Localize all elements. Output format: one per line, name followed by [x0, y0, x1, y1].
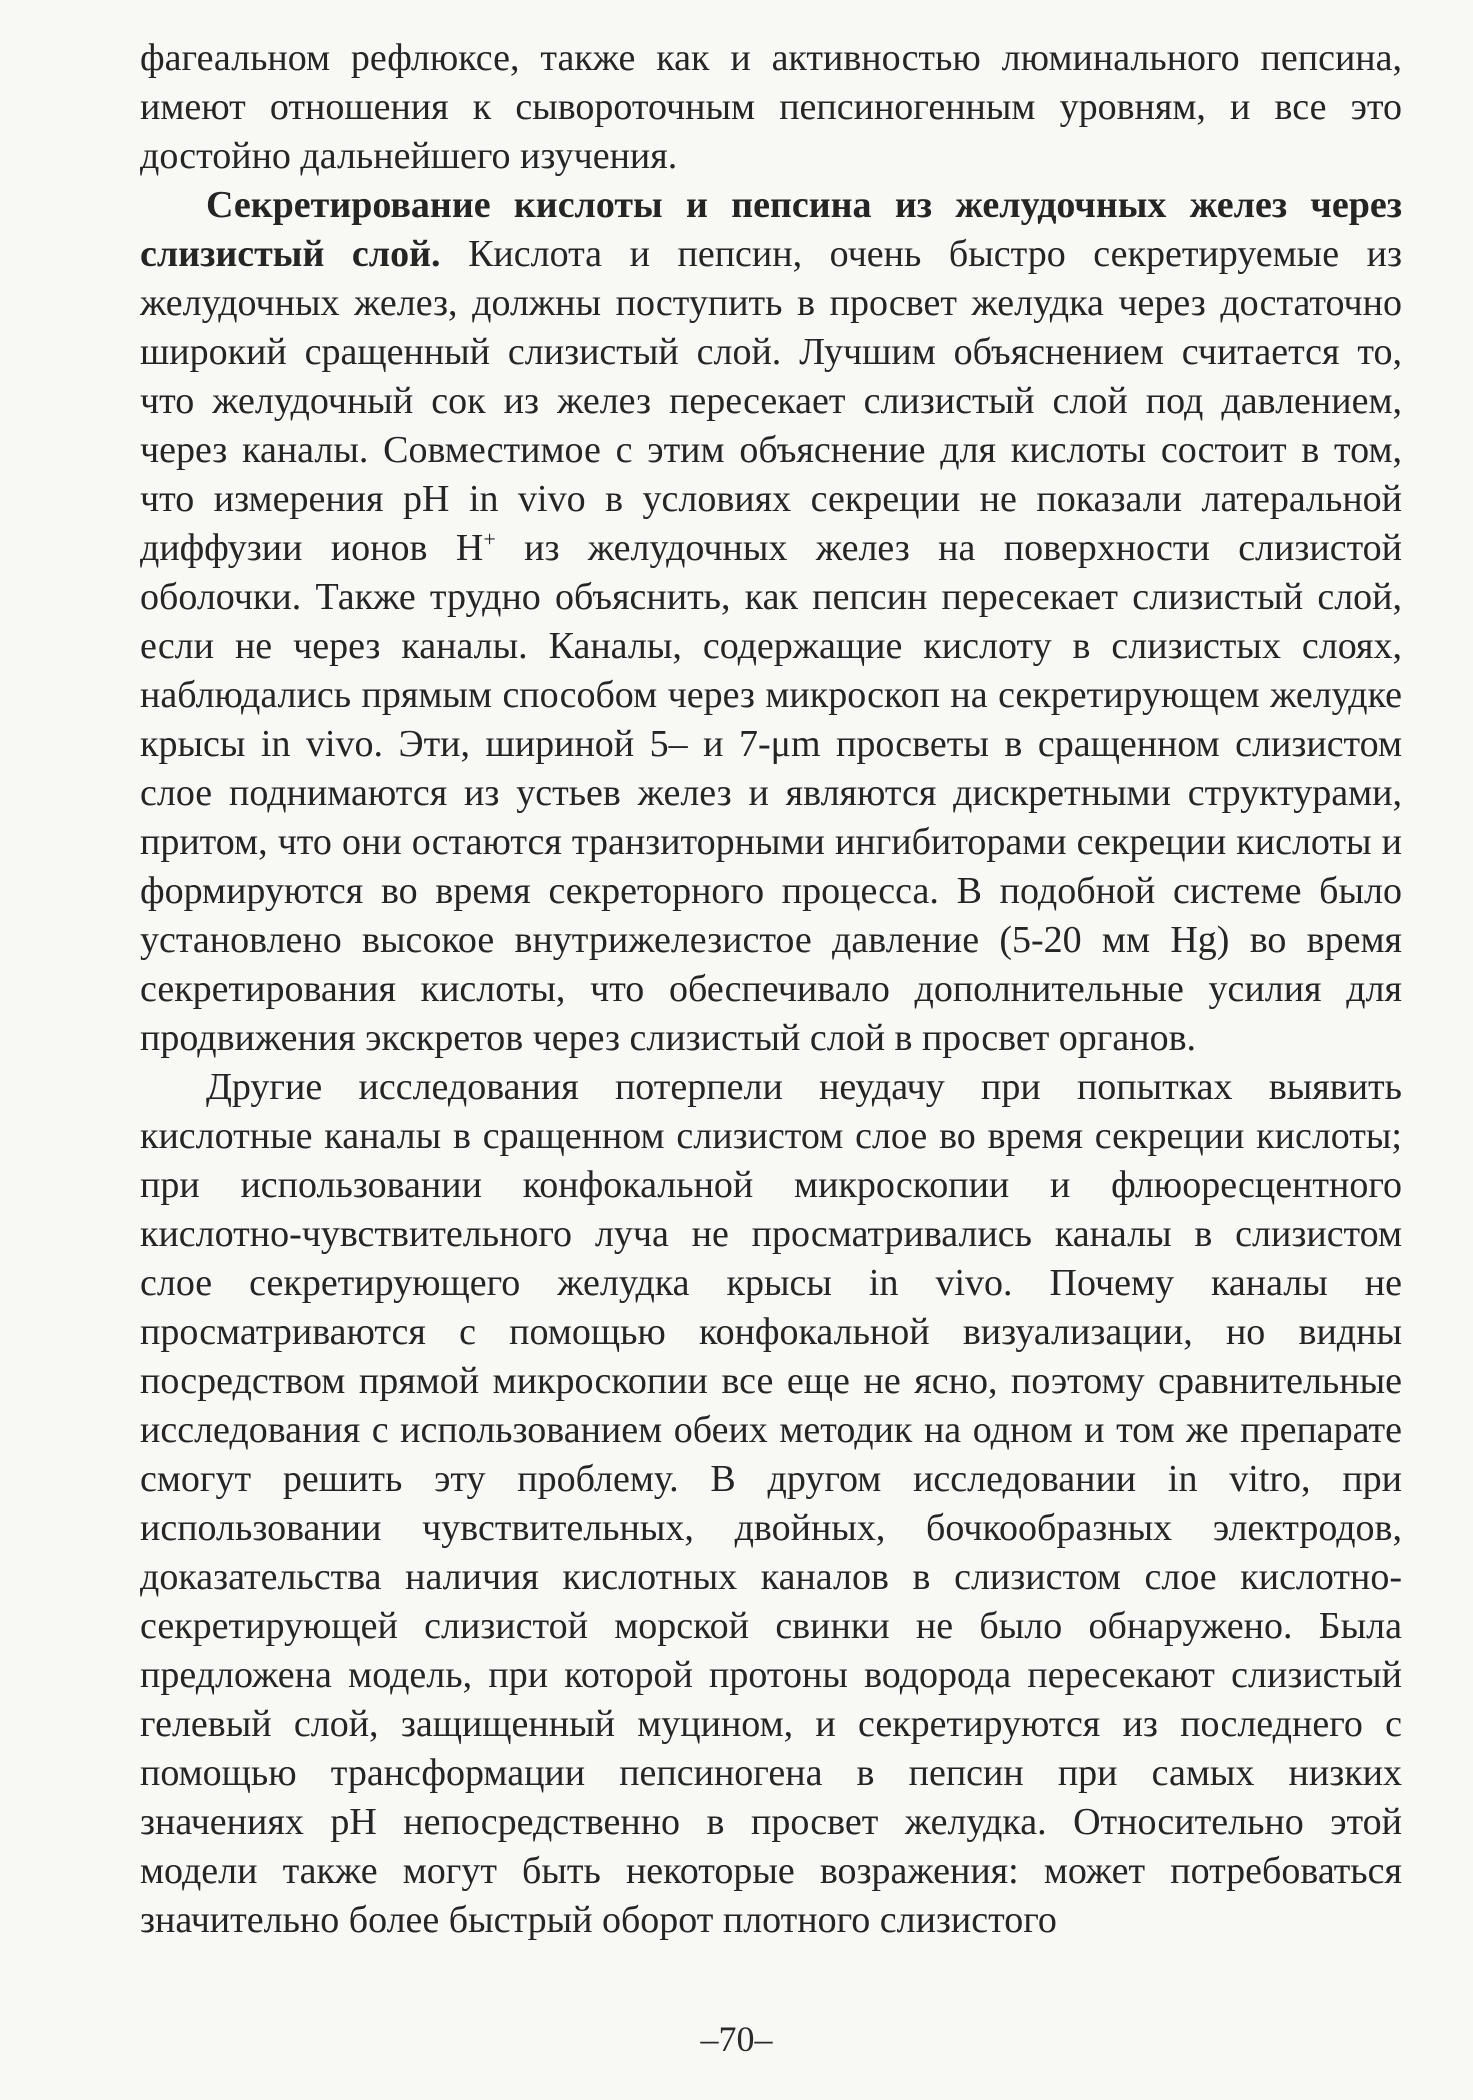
- page-number: –70–: [700, 2019, 773, 2059]
- paragraph-heading: Секретирование кислоты и пепсина из желудочных желез через слизистый слой.: [140, 184, 1402, 275]
- paragraph-text-part1: Кислота и пепсин, очень быстро секретируемые из желудочных желез, должны поступить в просвет желудка через достаточно широкий сращенный слизистый слой. Лучшим объяснением считается то, что желудочный сок из желез пересекает слизистый слой под давлением, через каналы. Совместимое с этим объяснение для кислоты состоит в том, что измерения pH in vivo в условиях секреции не показали латеральной диффузии ионов H: [140, 233, 1402, 569]
- superscript-plus: +: [483, 526, 496, 552]
- paragraph-other-studies: Другие исследования потерпели неудачу при попытках выявить кислотные каналы в сращенном слизистом слое во время секреции кислоты; при использовании конфокальной микроскопии и флюоресцентного кислотно-чувствительного луча не просматривались каналы в слизистом слое секретирующего желудка крысы in vivo. Почему каналы не просматриваются с помощью конфокальной визуализации, но видны посредством прямой микроскопии все еще не ясно, поэтому сравнительные исследования с использованием обеих методик на одном и том же препарате смогут решить эту проблему. В другом исследовании in vitro, при использовании чувствительных, двойных, бочкообразных электродов, доказательства наличия кислотных каналов в слизистом слое кислотно-секретирующей слизистой морской свинки не было обнаружено. Была предложена модель, при которой протоны водорода пересекают слизистый гелевый слой, защищенный муцином, и секретируются из последнего с помощью трансформации пепсиногена в пепсин при самых низких значениях pH непосредственно в просвет желудка. Относительно этой модели также могут быть некоторые возражения: может потребоваться значительно более быстрый оборот плотного слизистого: [140, 1066, 1402, 1941]
- paragraph-text-part2: из желудочных желез на поверхности слизистой оболочки. Также трудно объяснить, как пепсин пересекает слизистый слой, если не через каналы. Каналы, содержащие кислоту в слизистых слоях, наблюдались прямым способом через микроскоп на секретирующем желудке крысы in vivo. Эти, шириной 5– и 7-μm просветы в сращенном слизистом слое поднимаются из устьев желез и являются дискретными структурами, притом, что они остаются транзиторными ингибиторами секреции кислоты и формируются во время секреторного процесса. В подобной системе было установлено высокое внутрижелезистое давление (5-20 мм Hg) во время секретирования кислоты, что обеспечивало дополнительные усилия для продвижения экскретов через слизистый слой в просвет органов.: [140, 527, 1403, 1059]
- paragraph-continuation: фагеальном рефлюксе, также как и активностью люминального пепсина, имеют отношения к сывороточным пепсиногенным уровням, и все это достойно дальнейшего изучения.: [140, 37, 1402, 177]
- body-text: [140, 34, 1402, 1945]
- paragraph-secretion: [140, 181, 1402, 1063]
